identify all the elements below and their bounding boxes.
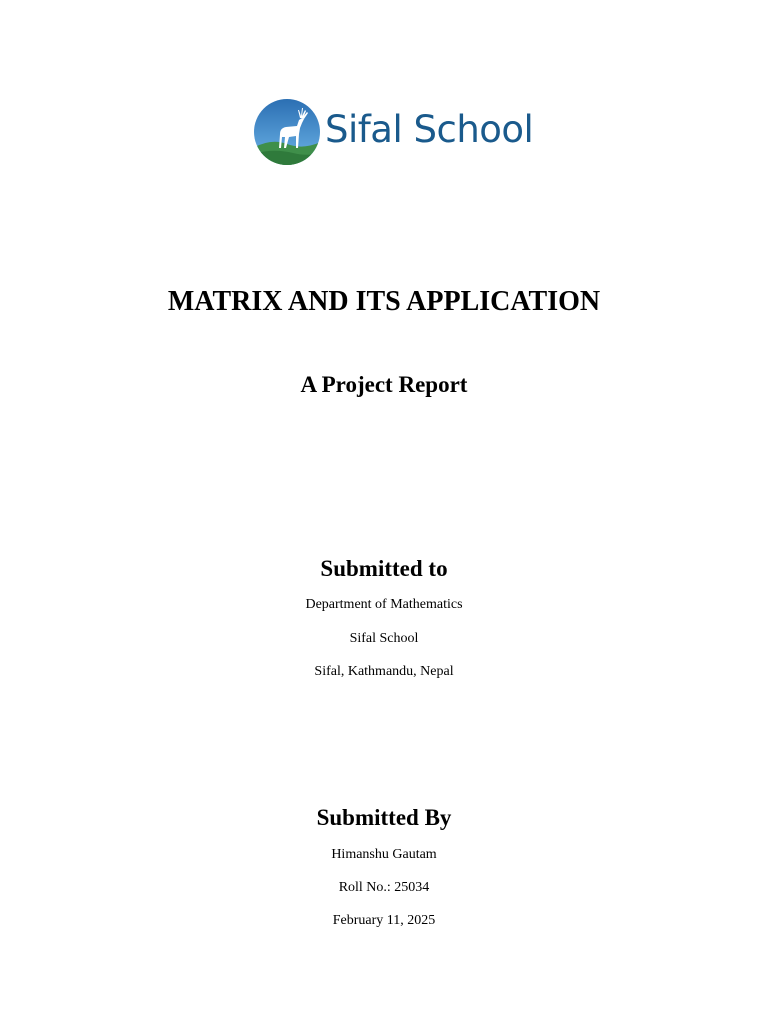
- submitted-to-school: Sifal School: [349, 631, 419, 646]
- submitted-by-date: February 11, 2025: [332, 913, 436, 928]
- submitted-to-address: Sifal, Kathmandu, Nepal: [314, 664, 454, 679]
- report-subtitle: A Project Report: [300, 372, 468, 397]
- submitted-by-roll-number: Roll No.: 25034: [338, 880, 430, 895]
- submitted-by-heading: Submitted By: [316, 805, 452, 830]
- submitted-to-heading: Submitted to: [320, 556, 448, 581]
- logo-wordmark: Sifal School: [325, 108, 534, 151]
- report-title: MATRIX AND ITS APPLICATION: [167, 286, 601, 317]
- school-logo: [253, 98, 553, 166]
- deer-emblem-icon: [253, 98, 321, 166]
- submitted-by-name: Himanshu Gautam: [331, 847, 437, 862]
- submitted-to-department: Department of Mathematics: [305, 597, 463, 612]
